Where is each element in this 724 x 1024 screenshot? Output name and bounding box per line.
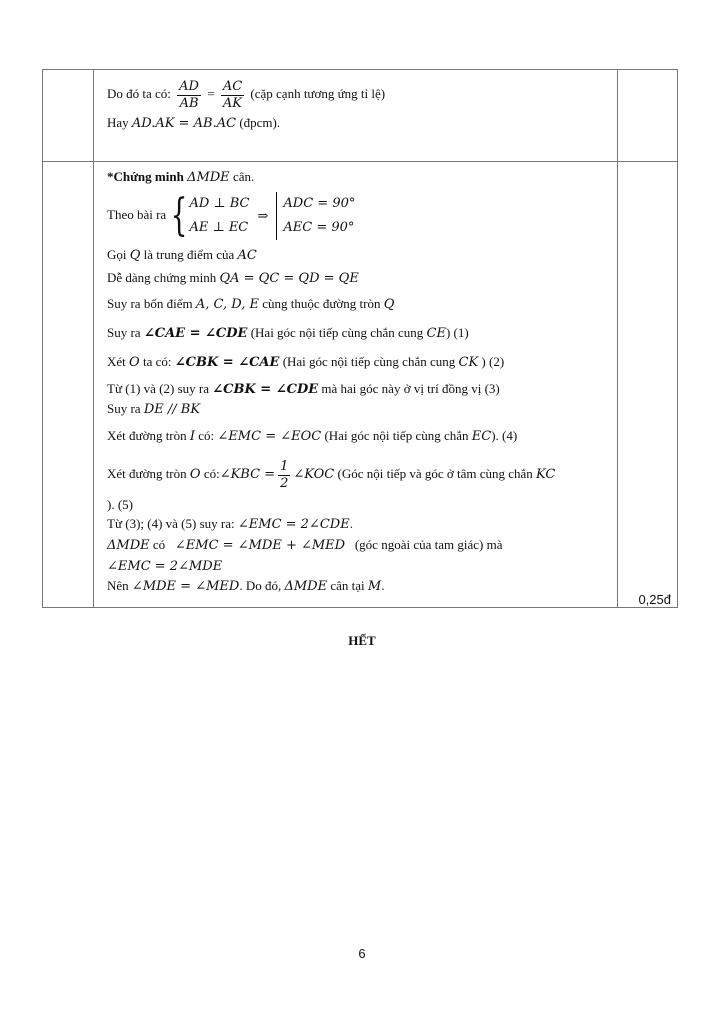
given-system: Theo bài ra { AD ⊥ BC AE ⊥ EC ⇒ ADC = 90° AEC = 90° <box>107 190 356 242</box>
section-heading: *Chứng minh ΔMDE cân. <box>107 169 255 185</box>
score-cell <box>618 70 678 162</box>
score-value: 0,25đ <box>638 592 671 608</box>
concyclic-line: Suy ra bốn điểm A, C, D, E cùng thuộc đường tròn Q <box>107 296 395 313</box>
fraction-ad-ab: $\frac{AD}{AB}$ <box>179 78 199 111</box>
step-2-line: Xét O ta có: ∠CBK = ∠CAE (Hai góc nội tiếp cùng chắn cung CK ) (2) <box>107 354 505 371</box>
index-cell <box>43 162 94 608</box>
index-cell <box>43 70 94 162</box>
solution-table <box>42 69 678 608</box>
end-marker: HẾT <box>348 633 376 648</box>
parallel-line: Suy ra DE // BK <box>107 401 201 418</box>
left-brace-icon: { <box>171 190 188 242</box>
text: Do đó ta có: <box>107 86 171 101</box>
fraction-one-half: $\frac{1}{2}$ <box>280 458 289 491</box>
exterior-angle-line: ΔMDE có ∠EMC = ∠MDE + ∠MED (góc ngoài của tam giác) mà <box>107 537 503 554</box>
final-line: Nên ∠MDE = ∠MED. Do đó, ΔMDE cân tại M. <box>107 578 385 595</box>
conclusion-line: Hay AD.AK = AB.AC (đpcm). <box>107 115 281 131</box>
step-4-line: Xét đường tròn I có: ∠EMC = ∠EOC (Hai góc nội tiếp cùng chắn EC). (4) <box>107 428 518 445</box>
step-3-line: Từ (1) và (2) suy ra ∠CBK = ∠CDE mà hai góc này ở vị trí đồng vị (3) <box>107 381 500 398</box>
text: (cặp cạnh tương ứng tỉ lệ) <box>250 86 386 101</box>
combine-line: Từ (3); (4) và (5) suy ra: ∠EMC = 2∠CDE. <box>107 516 353 533</box>
step-1-line: Suy ra ∠CAE = ∠CDE (Hai góc nội tiếp cùng chắn cung CE) (1) <box>107 325 469 342</box>
page-number: 6 <box>358 946 366 961</box>
math-expression: AD.AK = AB.AC <box>131 116 237 131</box>
implies-icon: ⇒ <box>257 208 269 224</box>
fraction-ac-ak: $\frac{AC}{AK}$ <box>222 78 243 111</box>
equal-lengths-line: Dễ dàng chứng minh QA = QC = QD = QE <box>107 270 359 287</box>
table-row-proof-isosceles <box>43 162 678 608</box>
content-cell <box>94 162 618 608</box>
table-row-proof-end <box>43 70 678 162</box>
step-5-continued: ). (5) <box>107 497 133 513</box>
equation-system: { AD ⊥ BC AE ⊥ EC ⇒ ADC = 90° AEC = 90° <box>171 190 356 242</box>
exterior-angle-continued: ∠EMC = 2∠MDE <box>107 559 223 575</box>
score-cell <box>618 162 678 608</box>
midpoint-line: Gọi Q là trung điểm của AC <box>107 247 257 264</box>
step-5-line: Xét đường tròn O có:∠KBC = $\frac{1}{2}$ ∠KOC (Góc nội tiếp và góc ở tâm cùng chắn KC <box>107 458 556 491</box>
equals-sign: = <box>207 86 215 101</box>
ratio-line <box>107 76 617 112</box>
content-cell <box>94 70 618 162</box>
